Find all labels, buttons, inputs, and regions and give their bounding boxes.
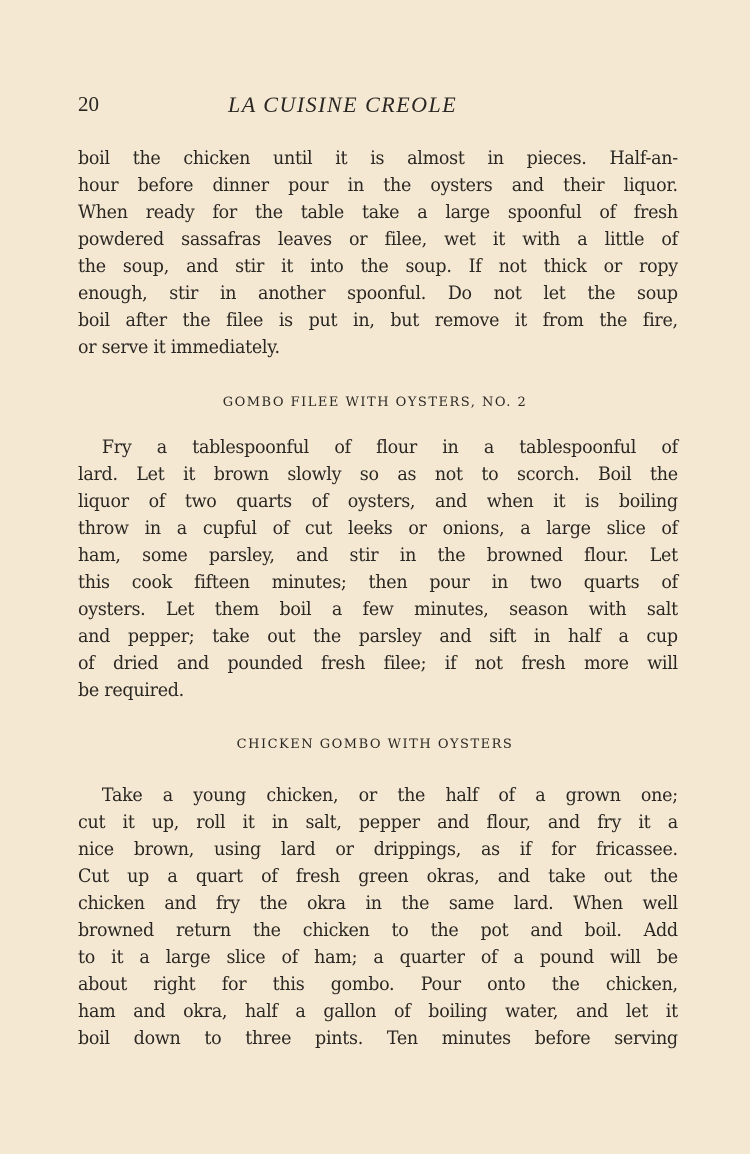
text-line: boil the chicken until it is almost in pieces. Half-an- [78,147,678,169]
text-line: or serve it immediately. [78,336,280,358]
text-line: Fry a tablespoonful of flour in a tablespoonful of [101,436,678,458]
text-line: powdered sassafras leaves or filee, wet it with a little of [78,228,678,250]
text-line: Take a young chicken, or the half of a grown one; [101,784,678,806]
text-line: cut it up, roll it in salt, pepper and flour, and fry it a [78,811,678,833]
recipe-heading-gombo-filee: GOMBO FILEE WITH OYSTERS, NO. 2 [222,395,528,410]
text-line: the soup, and stir it into the soup. If not thick or ropy [78,255,678,277]
paragraph-gombo-filee [78,434,678,704]
text-line: When ready for the table take a large spoonful of fresh [78,201,678,223]
text-line: this cook fifteen minutes; then pour in two quarts of [78,571,678,593]
paragraph-continued [78,145,678,361]
text-line: ham and okra, half a gallon of boiling water, and let it [78,1000,678,1022]
text-line: browned return the chicken to the pot and boil. Add [78,919,678,941]
text-line: enough, stir in another spoonful. Do not let the soup [78,282,678,304]
page-number: 20 [78,92,99,116]
text-line: nice brown, using lard or drippings, as if for fricassee. [78,838,678,860]
text-line: ham, some parsley, and stir in the browned flour. Let [78,544,678,566]
text-line: hour before dinner pour in the oysters and their liquor. [78,174,678,196]
text-line: of dried and pounded fresh filee; if not fresh more will [78,652,678,674]
text-line: to it a large slice of ham; a quarter of a pound will be [78,946,678,968]
text-line: chicken and fry the okra in the same lard. When well [78,892,678,914]
text-line: oysters. Let them boil a few minutes, season with salt [78,598,678,620]
running-header [78,92,678,122]
paragraph-chicken-gombo [78,782,678,1052]
text-line: boil after the filee is put in, but remove it from the fire, [78,309,678,331]
text-line: Cut up a quart of fresh green okras, and take out the [78,865,678,887]
text-line: be required. [78,679,184,701]
text-line: throw in a cupful of cut leeks or onions, a large slice of [78,517,678,539]
text-line: liquor of two quarts of oysters, and when it is boiling [78,490,678,512]
running-title: LA CUISINE CREOLE [228,92,458,117]
recipe-heading-chicken-gombo: CHICKEN GOMBO WITH OYSTERS [236,737,514,752]
text-line: boil down to three pints. Ten minutes before serving [78,1027,678,1049]
text-line: lard. Let it brown slowly so as not to scorch. Boil the [78,463,678,485]
text-line: about right for this gombo. Pour onto the chicken, [78,973,678,995]
text-line: and pepper; take out the parsley and sift in half a cup [78,625,678,647]
